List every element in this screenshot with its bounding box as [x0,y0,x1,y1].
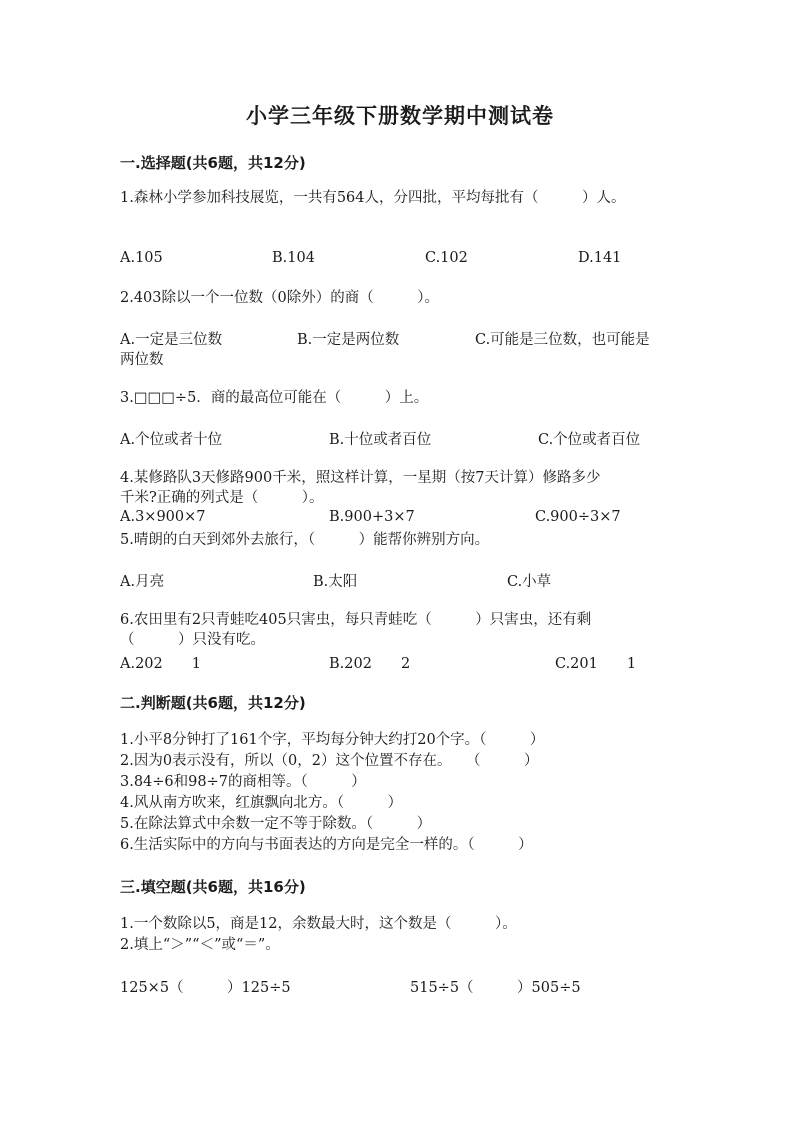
q2-option-b: B.一定是两位数 [297,332,400,348]
q3-option-c: C.个位或者百位 [538,432,641,448]
question-4-text-line-1: 4.某修路队3天修路900千米，照这样计算，一星期（按7天计算）修路多少 [120,470,601,486]
question-5-text: 5.晴朗的白天到郊外去旅行，（ ）能帮你辨别方向。 [120,532,490,548]
q4-option-a: A.3×900×7 [120,509,206,525]
q1-option-a: A.105 [120,250,163,266]
question-1-text: 1.森林小学参加科技展览，一共有564人，分四批，平均每批有（ ）人。 [120,190,626,206]
q1-option-d: D.141 [578,250,622,266]
q1-option-b: B.104 [272,250,315,266]
q6-option-b: B.202 2 [329,656,411,672]
q4-option-c: C.900÷3×7 [535,509,621,525]
section-heading-choice: 一.选择题(共6题，共12分) [120,154,306,172]
question-3-text: 3.□□□÷5．商的最高位可能在（ ）上。 [120,390,429,406]
compare-expression-1: 125×5（ ）125÷5 [120,980,291,996]
q2-option-c-continued: 两位数 [120,352,164,368]
question-6-text-line-2: （ ）只没有吃。 [120,632,265,648]
q2-option-a: A.一定是三位数 [120,332,223,348]
section-heading-true-false: 二.判断题(共6题，共12分) [120,694,306,712]
q1-option-c: C.102 [425,250,468,266]
fill-item-2: 2.填上“＞”“＜”或“＝”。 [120,937,280,953]
judge-item-2: 2.因为0表示没有，所以（0，2）这个位置不存在。 （ ） [120,753,539,769]
q5-option-a: A.月亮 [120,574,165,590]
q5-option-c: C.小草 [507,574,552,590]
q6-option-a: A.202 1 [120,656,201,672]
compare-expression-2: 515÷5（ ）505÷5 [410,980,581,996]
judge-item-1: 1.小平8分钟打了161个字，平均每分钟大约打20个字。（ ） [120,732,545,748]
judge-item-6: 6.生活实际中的方向与书面表达的方向是完全一样的。（ ） [120,837,533,853]
page-title: 小学三年级下册数学期中测试卷 [246,103,554,128]
section-heading-fill-in: 三.填空题(共6题，共16分) [120,878,306,896]
q5-option-b: B.太阳 [313,574,358,590]
question-4-text-line-2: 千米?正确的列式是（ ）。 [120,490,324,506]
judge-item-5: 5.在除法算式中余数一定不等于除数。（ ） [120,816,432,832]
judge-item-4: 4.风从南方吹来，红旗飘向北方。（ ） [120,795,403,811]
q2-option-c: C.可能是三位数，也可能是 [475,332,650,348]
judge-item-3: 3.84÷6和98÷7的商相等。（ ） [120,774,366,790]
q3-option-b: B.十位或者百位 [329,432,432,448]
question-2-text: 2.403除以一个一位数（0除外）的商（ ）。 [120,290,439,306]
q4-option-b: B.900+3×7 [329,509,415,525]
fill-item-1: 1.一个数除以5，商是12，余数最大时，这个数是（ ）。 [120,916,517,932]
question-6-text-line-1: 6.农田里有2只青蛙吃405只害虫，每只青蛙吃（ ）只害虫，还有剩 [120,612,592,628]
q3-option-a: A.个位或者十位 [120,432,223,448]
q6-option-c: C.201 1 [555,656,637,672]
